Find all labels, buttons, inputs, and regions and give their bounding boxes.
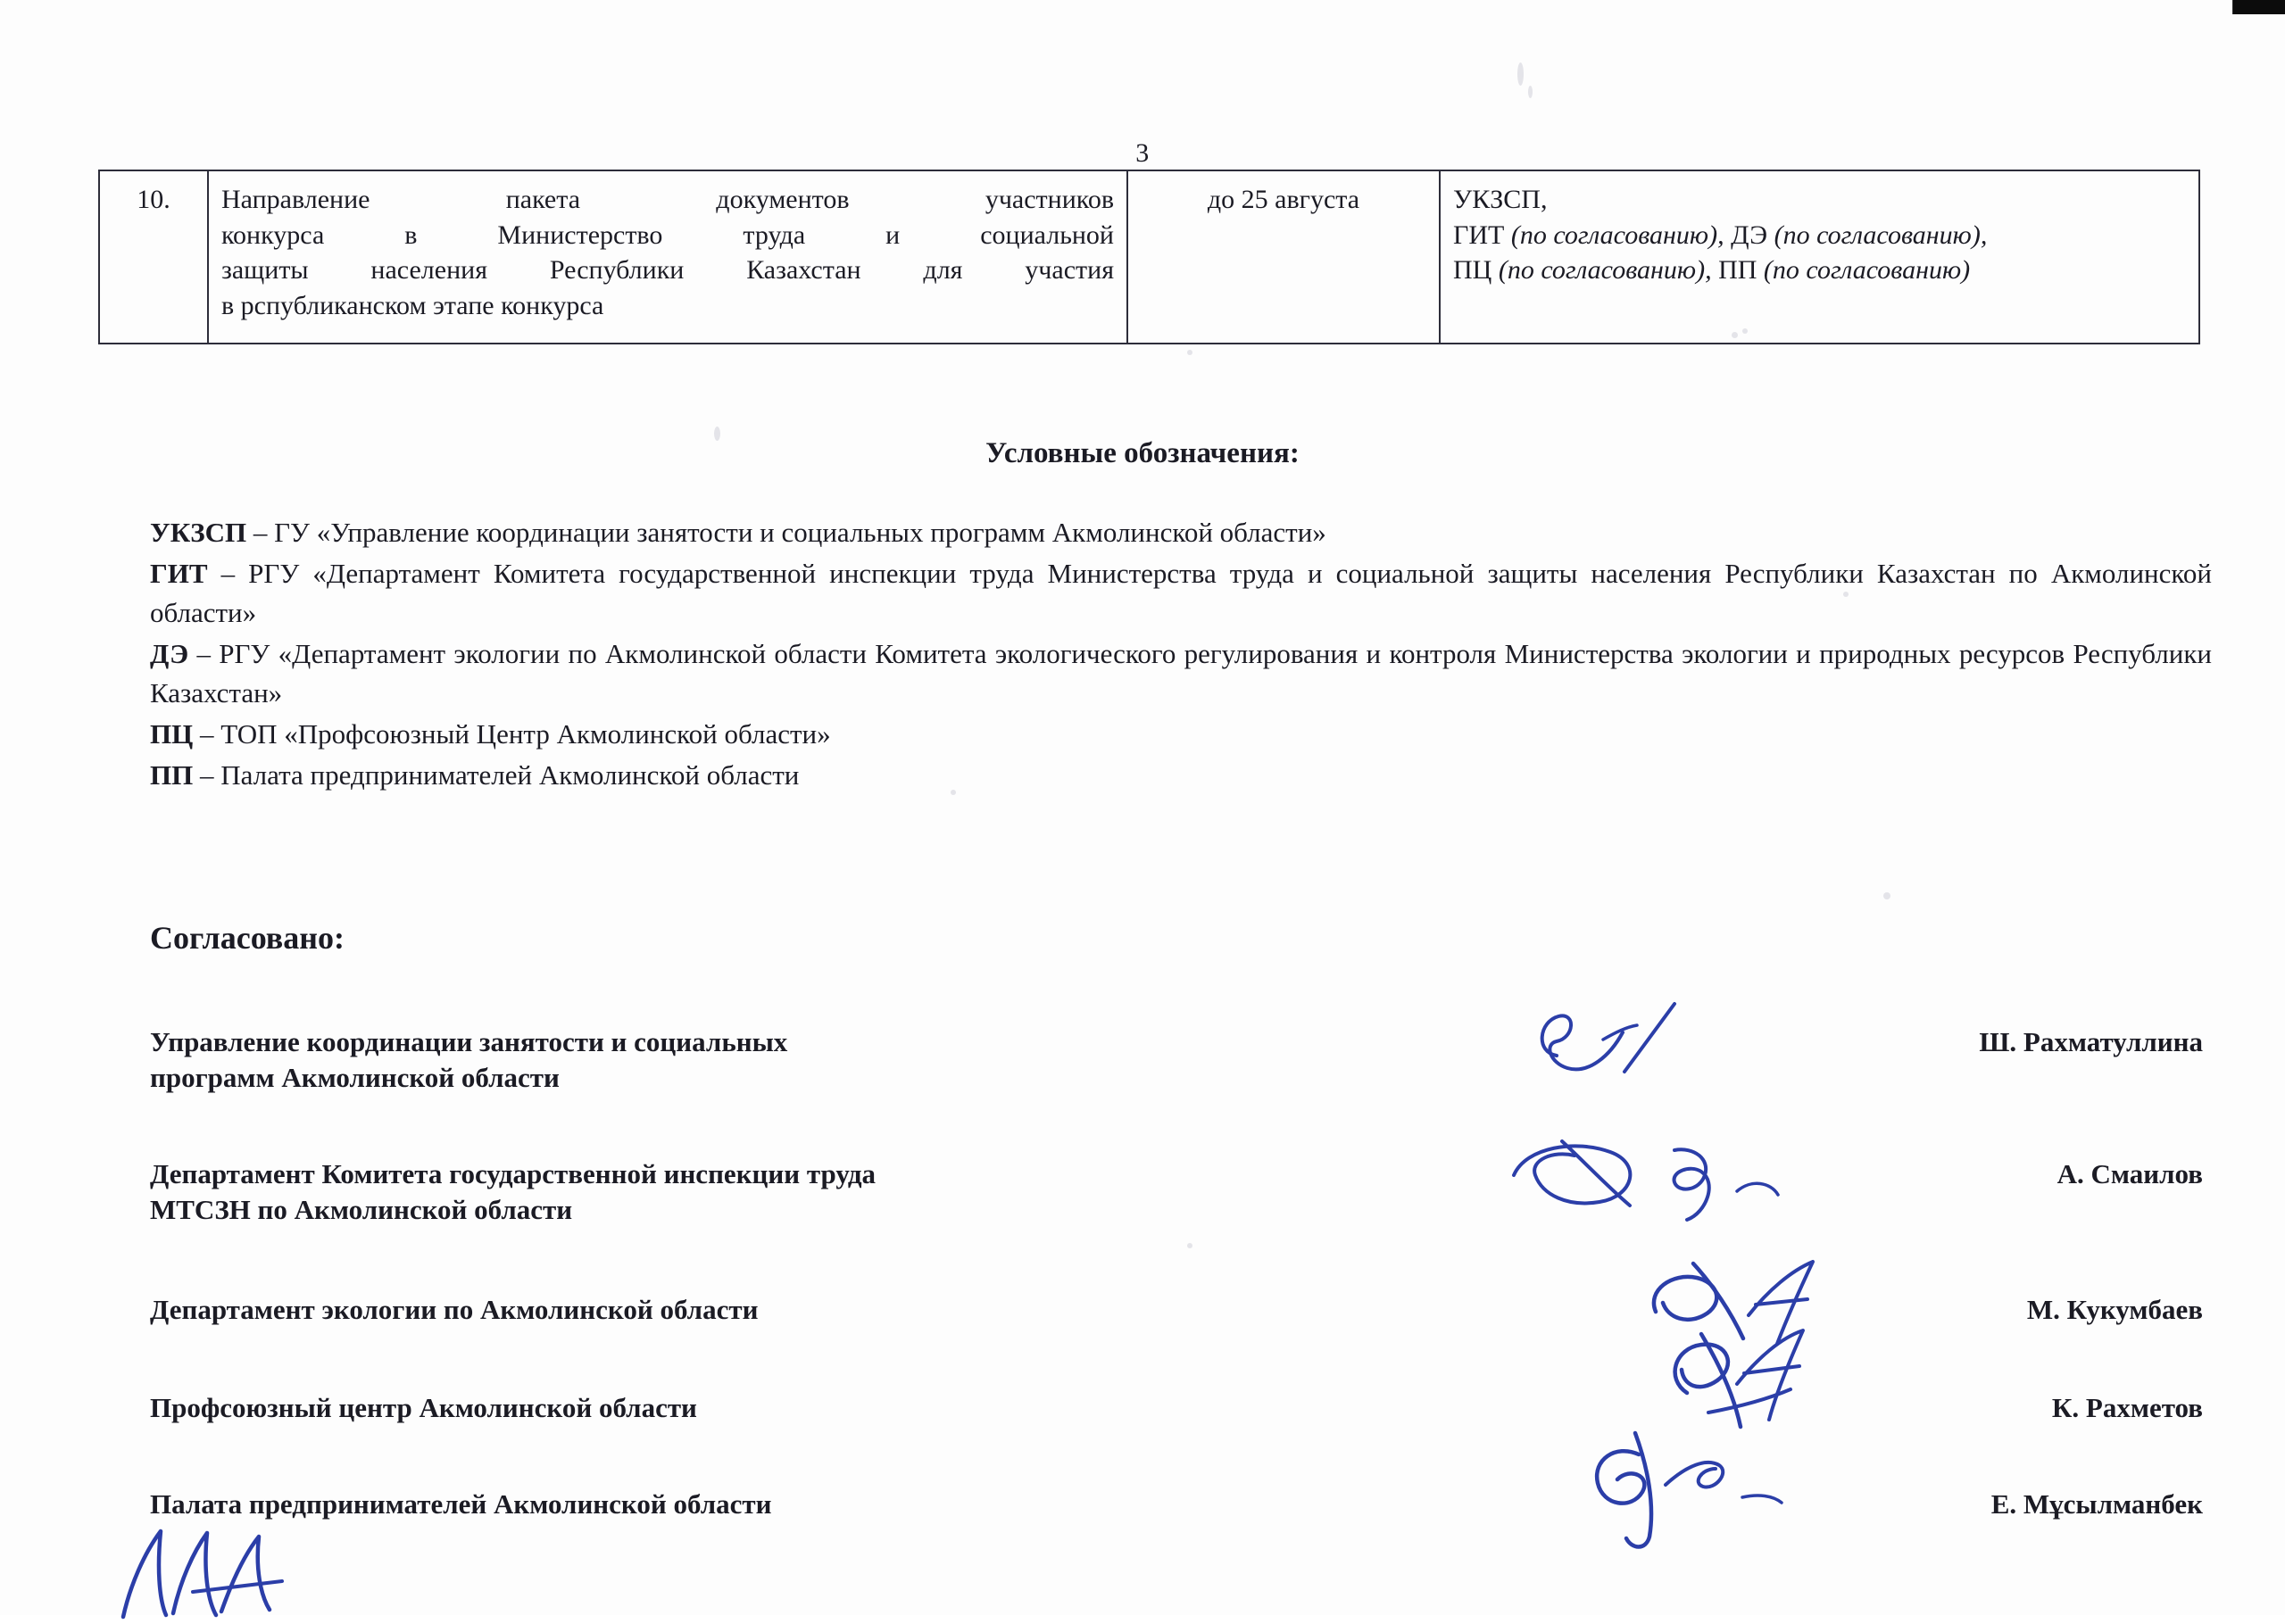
table-row xyxy=(99,170,2199,344)
activity-line: конкурса в Министерство труда и социальной xyxy=(221,220,1114,250)
approval-org-line: Палата предпринимателей Акмолинской области xyxy=(150,1488,772,1520)
approval-row xyxy=(150,1487,2203,1576)
approval-person: Е. Мұсылманбек xyxy=(1990,1488,2203,1520)
approval-org-line: МТСЗН по Акмолинской области xyxy=(150,1193,573,1225)
approval-person: А. Смаилов xyxy=(2056,1158,2203,1189)
responsible-abbr: ПЦ xyxy=(1453,255,1499,286)
approval-org-line: Управление координации занятости и социальных xyxy=(150,1026,788,1057)
approval-organization xyxy=(150,1156,1310,1227)
legend-abbr: ДЭ xyxy=(150,638,189,670)
approval-row xyxy=(150,1390,2203,1487)
responsible-note: (по согласованию), xyxy=(1498,255,1719,286)
approval-organization xyxy=(150,1390,1310,1426)
approval-row xyxy=(150,1024,2203,1156)
legend-item xyxy=(150,715,2212,754)
table-cell-number: 10. xyxy=(99,170,208,344)
page-number: 3 xyxy=(1135,138,1150,168)
approval-list xyxy=(150,1024,2203,1576)
approval-org-line: Департамент Комитета государственной инспекции труда xyxy=(150,1158,877,1189)
approval-organization xyxy=(150,1292,1310,1328)
legend-abbr: ПП xyxy=(150,759,194,791)
responsible-note: (по согласованию), xyxy=(1774,220,1988,250)
legend-text: – РГУ «Департамент Комитета государственной инспекции труда Министерства труда и социальной защиты населения Республики Казахстан по Акмолинской области» xyxy=(150,558,2212,629)
responsible-abbr: ДЭ xyxy=(1731,220,1774,250)
responsible-line xyxy=(1453,218,2186,253)
responsible-abbr: ГИТ xyxy=(1453,220,1511,250)
scan-speck xyxy=(1517,62,1524,86)
legend-list xyxy=(150,513,2212,797)
approval-organization xyxy=(150,1024,1310,1095)
responsible-line xyxy=(1453,253,2186,288)
legend-abbr: ПЦ xyxy=(150,718,194,750)
legend-title: Условные обозначения: xyxy=(985,437,1300,469)
approval-org-line: программ Акмолинской области xyxy=(150,1061,560,1093)
scan-speck xyxy=(1883,892,1890,899)
legend-item xyxy=(150,634,2212,713)
responsible-abbr: УКЗСП, xyxy=(1453,185,1548,214)
legend-text: – ГУ «Управление координации занятости и социальных программ Акмолинской области» xyxy=(246,517,1326,548)
activity-line: защиты населения Республики Казахстан для участия xyxy=(221,255,1114,286)
responsible-note: (по согласованию), xyxy=(1510,220,1732,250)
approval-person: М. Кукумбаев xyxy=(2026,1294,2203,1325)
approval-person: К. Рахметов xyxy=(2051,1392,2203,1423)
approval-row xyxy=(150,1156,2203,1292)
responsible-note: (по согласованию) xyxy=(1763,255,1971,286)
legend-item xyxy=(150,756,2212,795)
legend-text: – РГУ «Департамент экологии по Акмолинской области Комитета экологического регулирования и контроля Министерства экологии и природных ресурсов Республики Казахстан» xyxy=(150,638,2212,709)
activity-line: Направление пакета документов участников xyxy=(221,185,1114,214)
table-cell-responsible xyxy=(1440,170,2199,344)
activity-line: в рспубликанском этапе конкурса xyxy=(221,290,604,320)
legend-text: – ТОП «Профсоюзный Центр Акмолинской области» xyxy=(193,718,831,750)
table-cell-activity xyxy=(208,170,1127,344)
responsible-line xyxy=(1453,182,2186,218)
approval-org-line: Профсоюзный центр Акмолинской области xyxy=(150,1392,697,1423)
scan-speck xyxy=(1187,350,1192,355)
legend-item xyxy=(150,554,2212,633)
approval-row xyxy=(150,1292,2203,1390)
table-cell-deadline: до 25 августа xyxy=(1127,170,1440,344)
legend-text: – Палата предпринимателей Акмолинской области xyxy=(193,759,800,791)
scan-edge-artifact xyxy=(2232,0,2285,14)
approval-org-line: Департамент экологии по Акмолинской области xyxy=(150,1294,759,1325)
responsible-abbr: ПП xyxy=(1718,255,1764,286)
approval-organization xyxy=(150,1487,1310,1522)
legend-item xyxy=(150,513,2212,552)
legend-abbr: УКЗСП xyxy=(150,517,247,548)
legend-abbr: ГИТ xyxy=(150,558,208,590)
approval-person: Ш. Рахматуллина xyxy=(1979,1026,2203,1057)
schedule-table xyxy=(98,170,2200,344)
approval-title: Согласовано: xyxy=(150,920,345,956)
scan-speck xyxy=(1528,86,1533,98)
